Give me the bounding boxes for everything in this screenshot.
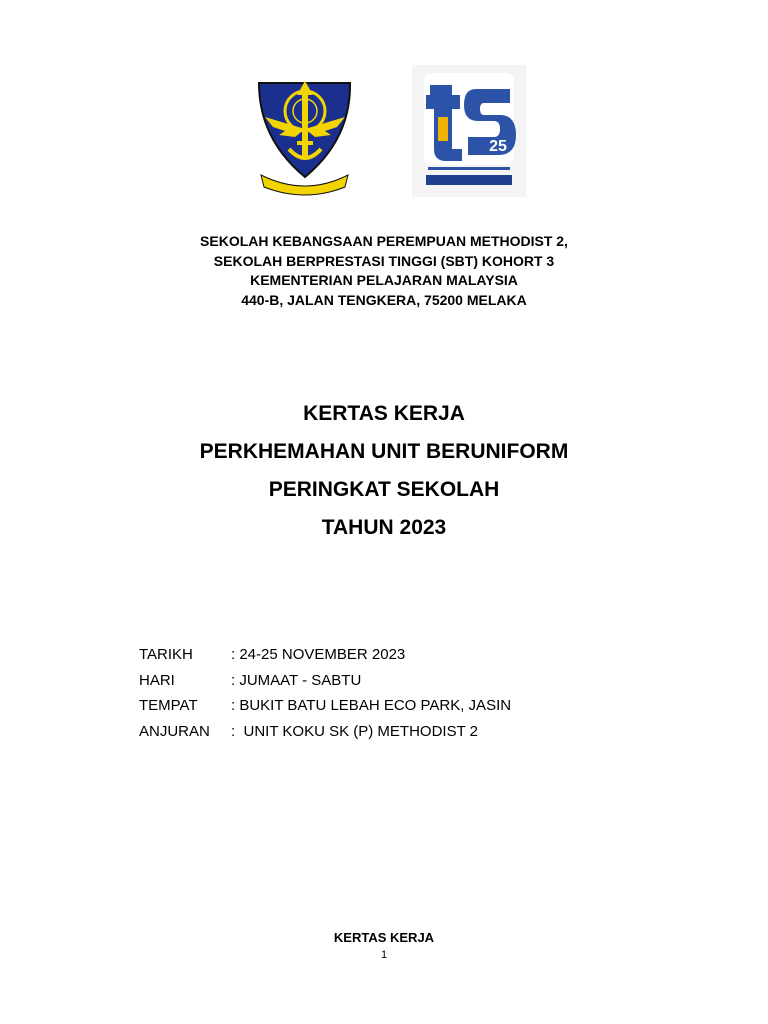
detail-label: ANJURAN [139,722,210,740]
school-name-line: SEKOLAH KEBANGSAAN PEREMPUAN METHODIST 2, [200,233,568,249]
detail-label: TEMPAT [139,697,198,714]
ts25-number: 25 [489,138,507,155]
detail-row-tempat [139,693,639,719]
detail-label: TARIKH [139,646,193,663]
event-details [139,642,639,744]
title-line-tahun: TAHUN 2023 [321,516,447,539]
detail-label: HARI [139,671,175,689]
document-title [0,399,768,551]
detail-row-hari [139,668,639,694]
school-crest-logo [251,71,358,196]
school-header [0,232,768,310]
ts25-logo [412,65,526,197]
title-line-perkhemahan: PERKHEMAHAN UNIT BERUNIFORM [199,440,569,463]
detail-value: : JUMAAT - SABTU [231,671,362,689]
ministry-line: KEMENTERIAN PELAJARAN MALAYSIA [250,272,518,288]
detail-row-anjuran [139,719,639,745]
detail-value: : BUKIT BATU LEBAH ECO PARK, JASIN [231,697,512,714]
detail-value: : 24-25 NOVEMBER 2023 [231,646,406,663]
title-line-peringkat: PERINGKAT SEKOLAH [268,478,500,501]
school-status-line: SEKOLAH BERPRESTASI TINGGI (SBT) KOHORT 3 [213,252,555,269]
page-number: 1 [380,949,388,961]
school-address-line: 440-B, JALAN TENGKERA, 75200 MELAKA [241,291,527,308]
detail-row-tarikh [139,642,639,668]
detail-value: : UNIT KOKU SK (P) METHODIST 2 [231,722,478,740]
footer-title: KERTAS KERJA [333,930,435,945]
title-line-kertas-kerja: KERTAS KERJA [303,402,465,425]
